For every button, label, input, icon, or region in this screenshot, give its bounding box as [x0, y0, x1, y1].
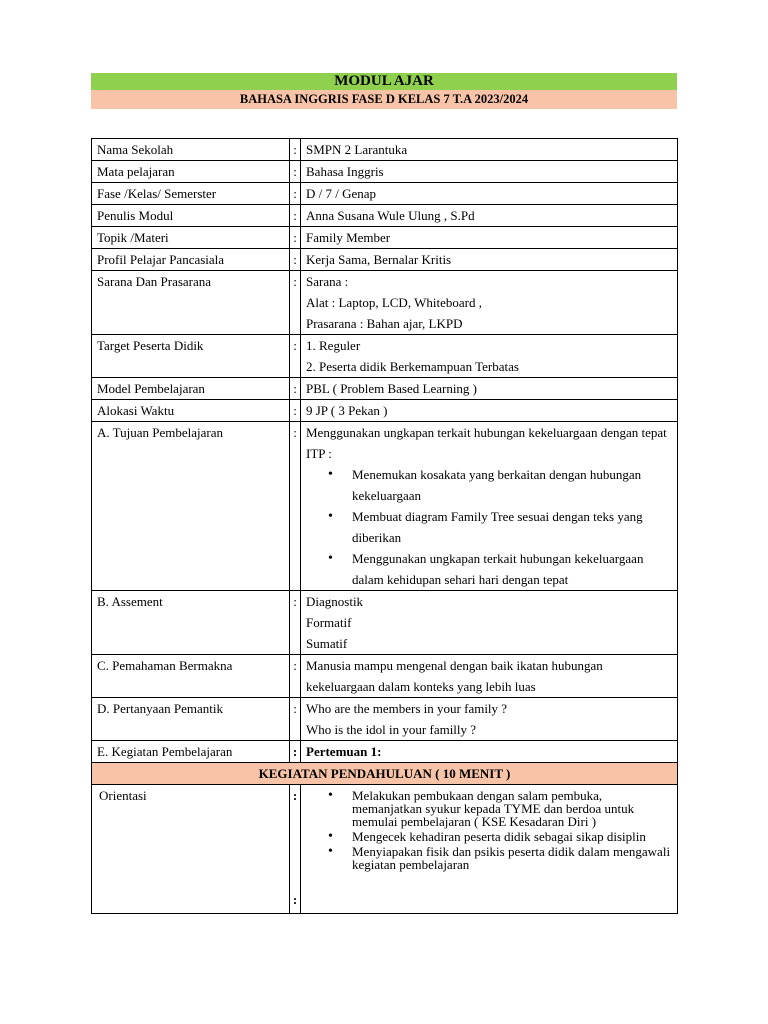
- module-identity-table: [91, 138, 678, 914]
- section-header-row: [92, 763, 678, 785]
- row-label: D. Pertanyaan Pemantik: [92, 698, 290, 741]
- row-separator: :: [290, 591, 301, 655]
- row-separator: :: [290, 741, 301, 763]
- row-label: Profil Pelajar Pancasiala: [92, 249, 290, 271]
- table-row: [92, 227, 678, 249]
- row-separator: :: [290, 249, 301, 271]
- list-item: • Melakukan pembukaan dengan salam pembuka, memanjatkan syukur kepada TYME dan berdoa untuk memulai pembelajaran ( KSE Kesadaran Diri ): [352, 789, 672, 828]
- table-row: [92, 378, 678, 400]
- orientation-list: [306, 789, 672, 871]
- table-row: [92, 183, 678, 205]
- row-value: 9 JP ( 3 Pekan ): [301, 400, 678, 422]
- table-row: [92, 785, 678, 914]
- list-item: • Membuat diagram Family Tree sesuai dengan teks yang diberikan: [352, 506, 672, 548]
- row-value: [301, 785, 678, 914]
- row-label: B. Assement: [92, 591, 290, 655]
- table-row: [92, 161, 678, 183]
- section-header: KEGIATAN PENDAHULUAN ( 10 MENIT ): [92, 763, 678, 785]
- list-item: • Menyiapakan fisik dan psikis peserta didik dalam mengawali kegiatan pembelajaran: [352, 845, 672, 871]
- row-label: Sarana Dan Prasarana: [92, 271, 290, 335]
- orientasi-label: Orientasi: [99, 788, 147, 803]
- table-row: [92, 249, 678, 271]
- row-label: Alokasi Waktu: [92, 400, 290, 422]
- separator-top: :: [292, 788, 298, 803]
- row-value: [301, 698, 678, 741]
- row-label: Mata pelajaran: [92, 161, 290, 183]
- row-label: Fase /Kelas/ Semerster: [92, 183, 290, 205]
- row-value: [301, 335, 678, 378]
- separator-bottom: :: [292, 892, 298, 907]
- row-value: [301, 422, 678, 591]
- text-line: Diagnostik: [306, 594, 364, 609]
- table-row: [92, 335, 678, 378]
- row-separator: :: [290, 378, 301, 400]
- row-label: Topik /Materi: [92, 227, 290, 249]
- table-row: [92, 422, 678, 591]
- row-label: Penulis Modul: [92, 205, 290, 227]
- row-value: Bahasa Inggris: [301, 161, 678, 183]
- table-row: [92, 205, 678, 227]
- module-title: MODUL AJAR: [91, 73, 677, 90]
- row-value: [301, 271, 678, 335]
- row-separator: :: [290, 227, 301, 249]
- row-value: SMPN 2 Larantuka: [301, 139, 678, 161]
- list-item: • Menemukan kosakata yang berkaitan dengan hubungan kekeluargaan: [352, 464, 672, 506]
- text-line: ITP :: [306, 446, 332, 461]
- table-row: [92, 741, 678, 763]
- row-separator: :: [290, 161, 301, 183]
- row-separator: [290, 785, 301, 914]
- text-line: Menggunakan ungkapan terkait hubungan kekeluargaan dengan tepat: [306, 425, 667, 440]
- row-separator: :: [290, 400, 301, 422]
- text-line: Sarana :: [306, 274, 349, 289]
- row-separator: :: [290, 335, 301, 378]
- text-line: 1. Reguler: [306, 338, 361, 353]
- text-line: Sumatif: [306, 636, 348, 651]
- row-label: A. Tujuan Pembelajaran: [92, 422, 290, 591]
- table-row: [92, 655, 678, 698]
- row-value: Anna Susana Wule Ulung , S.Pd: [301, 205, 678, 227]
- row-value: Pertemuan 1:: [301, 741, 678, 763]
- row-value: D / 7 / Genap: [301, 183, 678, 205]
- table-row: [92, 400, 678, 422]
- learning-goal-list: [306, 464, 672, 590]
- table-row: [92, 271, 678, 335]
- row-separator: :: [290, 183, 301, 205]
- module-subtitle: BAHASA INGGRIS FASE D KELAS 7 T.A 2023/2024: [91, 90, 677, 109]
- row-separator: :: [290, 422, 301, 591]
- row-separator: :: [290, 655, 301, 698]
- row-separator: :: [290, 271, 301, 335]
- text-line: Who is the idol in your familly ?: [306, 722, 477, 737]
- row-label: Nama Sekolah: [92, 139, 290, 161]
- row-separator: :: [290, 698, 301, 741]
- row-label: Model Pembelajaran: [92, 378, 290, 400]
- row-separator: :: [290, 139, 301, 161]
- row-separator: :: [290, 205, 301, 227]
- row-value: [301, 591, 678, 655]
- row-value: Manusia mampu mengenal dengan baik ikatan hubungan kekeluargaan dalam konteks yang lebih luas: [301, 655, 678, 698]
- table-row: [92, 591, 678, 655]
- row-value: Kerja Sama, Bernalar Kritis: [301, 249, 678, 271]
- row-label: Target Peserta Didik: [92, 335, 290, 378]
- row-value: Family Member: [301, 227, 678, 249]
- table-row: [92, 139, 678, 161]
- list-item: • Menggunakan ungkapan terkait hubungan kekeluargaan dalam kehidupan sehari hari dengan tepat: [352, 548, 672, 590]
- text-line: Prasarana : Bahan ajar, LKPD: [306, 316, 463, 331]
- row-label: C. Pemahaman Bermakna: [92, 655, 290, 698]
- text-line: Who are the members in your family ?: [306, 701, 508, 716]
- list-item: • Mengecek kehadiran peserta didik sebagai sikap disiplin: [352, 830, 672, 843]
- text-line: Alat : Laptop, LCD, Whiteboard ,: [306, 295, 482, 310]
- row-label: [92, 785, 290, 914]
- table-row: [92, 698, 678, 741]
- text-line: Formatif: [306, 615, 352, 630]
- row-label: E. Kegiatan Pembelajaran: [92, 741, 290, 763]
- text-line: 2. Peserta didik Berkemampuan Terbatas: [306, 359, 519, 374]
- row-value: PBL ( Problem Based Learning ): [301, 378, 678, 400]
